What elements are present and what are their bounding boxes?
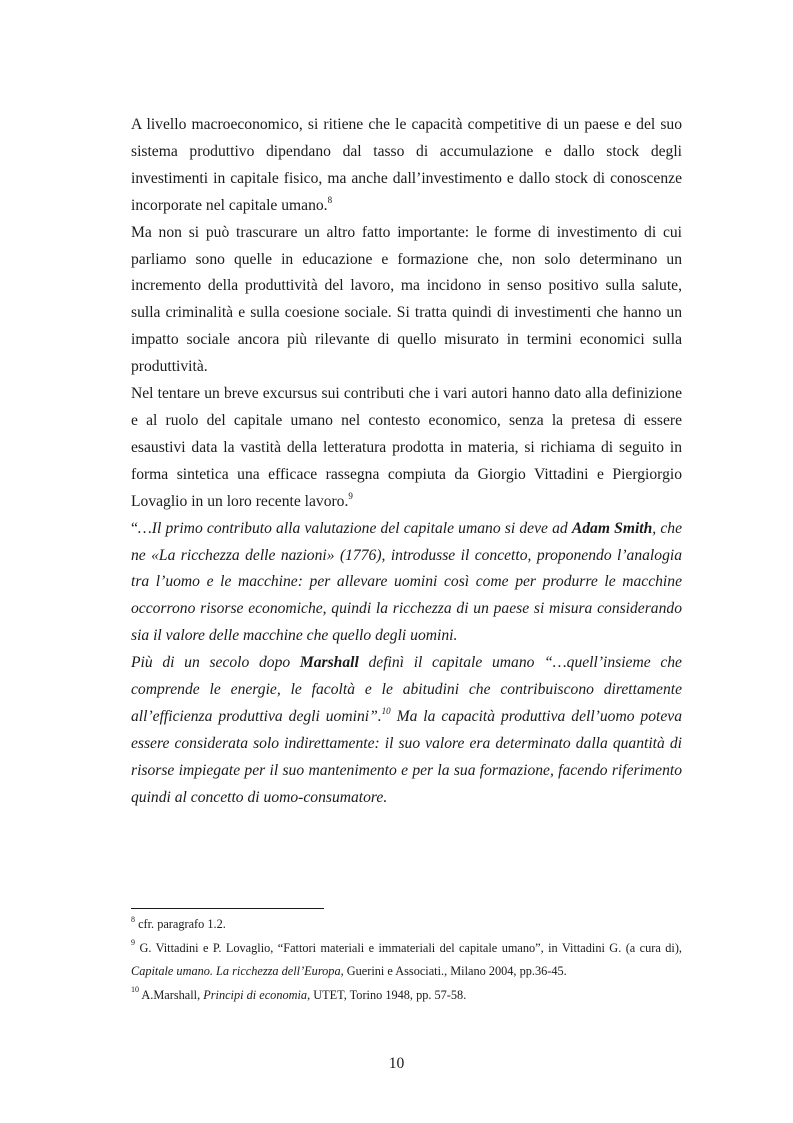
quote-2-text-c: Ma la capacità produttiva dell’uomo poteva essere considerata solo indirettamente: il suo valore era determinato dalla quantità di risorse impiegate per il suo mantenimento e per la sua formazione, facendo riferimento quindi al concetto di uomo-consumatore.: [131, 707, 682, 806]
footnote-number: 10: [131, 985, 139, 995]
footnote-9-text-a: G. Vittadini e P. Lovaglio, “Fattori materiali e immateriali del capitale umano”, in Vittadini G. (a cura di),: [139, 940, 683, 955]
quote-2-text-a: Più di un secolo dopo: [131, 654, 300, 672]
footnote-10-text-a: A.Marshall,: [141, 987, 204, 1002]
page-number: 10: [388, 1055, 405, 1072]
quote-paragraph-1: [131, 516, 682, 651]
footnote-9-text-b: Guerini e Associati., Milano 2004, pp.36-45.: [343, 964, 567, 978]
open-quote: “: [131, 519, 138, 537]
paragraph-3-text: Nel tentare un breve excursus sui contributi che i vari autori hanno dato alla definizione e al ruolo del capitale umano nel contesto economico, senza la pretesa di essere esaustivi data la vastità della letteratura prodotta in materia, si richiama di seguito in forma sintetica una efficace rassegna compiuta da Giorgio Vittadini e Piergiorgio Lovaglio in un loro recente lavoro.: [131, 385, 682, 510]
footnote-8: [131, 913, 682, 937]
paragraph-2: [131, 220, 682, 381]
footnote-number: 8: [131, 914, 135, 924]
footnote-9-title: Capitale umano. La ricchezza dell’Europa,: [131, 964, 344, 978]
paragraph-3: [131, 381, 682, 516]
footnote-ref-10: 10: [381, 705, 391, 716]
quote-paragraph-2: [131, 650, 682, 811]
footnote-10: [131, 984, 682, 1008]
paragraph-2-text: Ma non si può trascurare un altro fatto importante: le forme di investimento di cui parliamo sono quelle in educazione e formazione che, non solo determinano un incremento della produttività del lavoro, ma incidono in senso positivo sulla salute, sulla criminalità e sulla coesione sociale. Si tratta quindi di investimenti che hanno un impatto sociale ancora più rilevante di quello misurato in termini economici sulla produttività.: [131, 223, 682, 376]
paragraph-1-text: A livello macroeconomico, si ritiene che le capacità competitive di un paese e del suo sistema produttivo dipendano dal tasso di accumulazione e dallo stock degli investimenti in capitale fisico, ma anche dall’investimento e dallo stock di conoscenze incorporate nel capitale umano.: [131, 116, 682, 214]
footnote-ref-9: 9: [348, 490, 353, 501]
quote-2-text-b: definì il capitale umano “…quell’insieme che comprende le energie, le facoltà e le abitudini che contribuiscono direttamente all’efficienza produttiva degli uomini”.: [131, 654, 682, 725]
footnote-9: [131, 937, 682, 984]
footnote-8-text: cfr. paragrafo 1.2.: [138, 917, 226, 931]
footnote-10-title: Principi di economia: [203, 987, 308, 1002]
quote-1-text-b: , che ne «La ricchezza delle nazioni» (1776), introdusse il concetto, proponendo l’analogia tra l’uomo e le macchine: per allevare uomini così come per produrre le macchine occorrono risorse economiche, quindi la ricchezza di un paese si misura considerando sia il valore delle macchine che quello degli uomini.: [131, 519, 683, 645]
footnote-ref-8: 8: [327, 194, 333, 205]
quote-2-author: Marshall: [299, 654, 359, 672]
body-text: [131, 112, 682, 812]
footnotes: [131, 913, 682, 1007]
quote-1-text-a: …Il primo contributo alla valutazione del capitale umano si deve ad: [137, 519, 572, 537]
quote-1-author: Adam Smith: [571, 519, 653, 537]
footnote-divider: [131, 908, 324, 909]
footnote-number: 9: [131, 938, 135, 948]
paragraph-1: [131, 112, 682, 220]
footnote-10-text-b: , UTET, Torino 1948, pp. 57-58.: [307, 987, 467, 1002]
